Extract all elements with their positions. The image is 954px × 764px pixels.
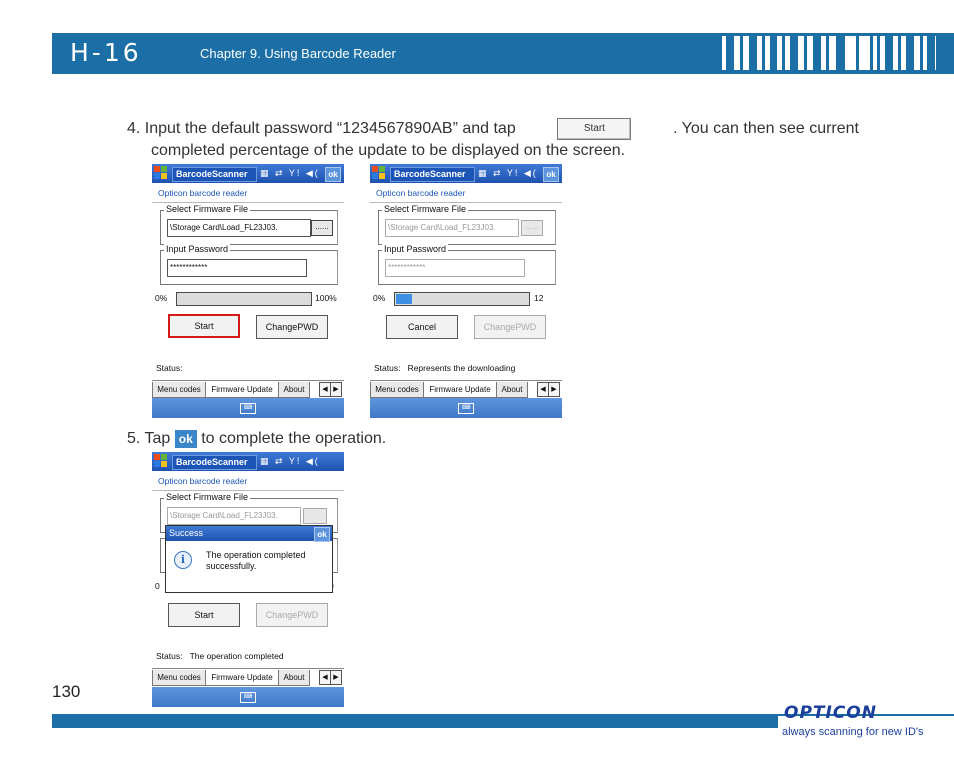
tab-menu-codes[interactable]: Menu codes [152,382,206,398]
firmware-group-label: Select Firmware File [384,204,467,214]
windows-start-icon[interactable] [154,454,168,468]
screen-1 [152,164,344,418]
success-dialog [165,525,333,593]
tab-menu-codes[interactable]: Menu codes [152,670,206,686]
change-pwd-button: ChangePWD [256,603,328,627]
step-5-text [127,428,386,450]
tab-scroll[interactable] [320,670,342,685]
start-button[interactable]: Start [168,603,240,627]
tab-about[interactable]: About [278,382,310,398]
step-4-line1-b: . You can then see current [673,120,859,137]
ok-button[interactable]: ok [543,167,559,182]
tray-icons[interactable]: ▦ ⇄ Y! ◀( [260,456,320,466]
password-group [378,244,556,285]
tab-left-icon[interactable]: ◀ [319,670,331,685]
inline-start-button: Start [557,118,631,140]
tab-scroll[interactable] [538,382,560,397]
title-bar [370,164,562,183]
screen-2 [370,164,562,418]
status-label: Status: [156,363,183,373]
browse-button[interactable]: ...... [311,220,333,236]
progress-fill [396,294,412,304]
firmware-path-field: \Storage Card\Load_FL23J03. [385,219,519,237]
keyboard-icon[interactable]: ⌨ [458,403,474,414]
tab-left-icon[interactable]: ◀ [537,382,549,397]
dialog-ok-button[interactable]: ok [314,527,330,542]
progress-min-label: 0% [373,293,386,303]
tab-strip [370,380,562,399]
tab-firmware-update[interactable]: Firmware Update [205,670,279,686]
tab-firmware-update[interactable]: Firmware Update [423,382,497,398]
password-group [160,244,338,285]
progress-bar [394,292,530,306]
app-heading: Opticon barcode reader [158,476,248,486]
app-title: BarcodeScanner [390,167,475,182]
firmware-group-label: Select Firmware File [166,204,249,214]
app-heading: Opticon barcode reader [376,188,466,198]
tab-right-icon[interactable]: ▶ [330,382,342,397]
progress-max-label: 100% [315,293,337,303]
windows-start-icon[interactable] [154,166,168,180]
tab-right-icon[interactable]: ▶ [548,382,560,397]
divider [152,202,344,203]
firmware-path-field: \Storage Card\Load_FL23J03. [167,507,301,525]
brand-logo: OPTICON [784,703,877,723]
divider [370,202,562,203]
bottom-bar [152,398,344,418]
title-bar [152,452,344,471]
bottom-bar [152,687,344,707]
step-4-text [127,118,859,162]
footer-bar [52,714,778,728]
firmware-group [378,204,556,245]
step-5-pre: 5. Tap [127,430,171,447]
tab-firmware-update[interactable]: Firmware Update [205,382,279,398]
tab-scroll[interactable] [320,382,342,397]
firmware-group-label: Select Firmware File [166,492,249,502]
tab-left-icon[interactable]: ◀ [319,382,331,397]
tray-icons[interactable]: ▦ ⇄ Y! ◀( [478,168,538,178]
barcode-logo-icon [722,36,936,70]
tab-menu-codes[interactable]: Menu codes [370,382,424,398]
info-icon: i [174,551,192,569]
model-title: H-16 [70,38,142,67]
keyboard-icon[interactable]: ⌨ [240,692,256,703]
start-button[interactable]: Start [168,314,240,338]
page-number: 130 [52,682,81,701]
keyboard-icon[interactable]: ⌨ [240,403,256,414]
divider [152,490,344,491]
chapter-title: Chapter 9. Using Barcode Reader [200,46,396,61]
tray-icons[interactable]: ▦ ⇄ Y! ◀( [260,168,320,178]
status-label: Status: Represents the downloading [374,363,516,373]
dialog-title-bar [166,526,332,541]
app-title: BarcodeScanner [172,167,257,182]
ok-button[interactable]: ok [325,167,341,182]
title-bar [152,164,344,183]
dialog-message: The operation completed successfully. [206,550,306,571]
app-heading: Opticon barcode reader [158,188,248,198]
tab-strip [152,380,344,399]
status-label: Status: The operation completed [156,651,284,661]
app-title: BarcodeScanner [172,455,257,470]
progress-min-label-partial: 0 [155,581,160,591]
password-field: ************ [385,259,525,277]
password-group-label: Input Password [384,244,447,254]
inline-ok-button: ok [175,430,197,448]
brand-tagline: always scanning for new ID's [782,726,924,738]
firmware-path-field[interactable]: \Storage Card\Load_FL23J03. [167,219,311,237]
progress-min-label: 0% [155,293,168,303]
tab-strip [152,668,344,687]
cancel-button[interactable]: Cancel [386,315,458,339]
progress-max-label: 12 [534,293,544,303]
browse-button [303,508,327,524]
step-4-line1-a: 4. Input the default password “1234567890AB” and tap [127,120,516,137]
browse-button: ...... [521,220,543,236]
windows-start-icon[interactable] [372,166,386,180]
tab-about[interactable]: About [278,670,310,686]
bottom-bar [370,398,562,418]
step-4-line2: completed percentage of the update to be displayed on the screen. [151,142,626,159]
dialog-title: Success [169,528,204,538]
change-pwd-button[interactable]: ChangePWD [256,315,328,339]
password-field[interactable]: ************ [167,259,307,277]
firmware-group [160,204,338,245]
step-5-post: to complete the operation. [201,430,387,447]
progress-bar [176,292,312,306]
tab-about[interactable]: About [496,382,528,398]
tab-right-icon[interactable]: ▶ [330,670,342,685]
change-pwd-button: ChangePWD [474,315,546,339]
password-group-label: Input Password [166,244,229,254]
screen-3 [152,452,344,707]
